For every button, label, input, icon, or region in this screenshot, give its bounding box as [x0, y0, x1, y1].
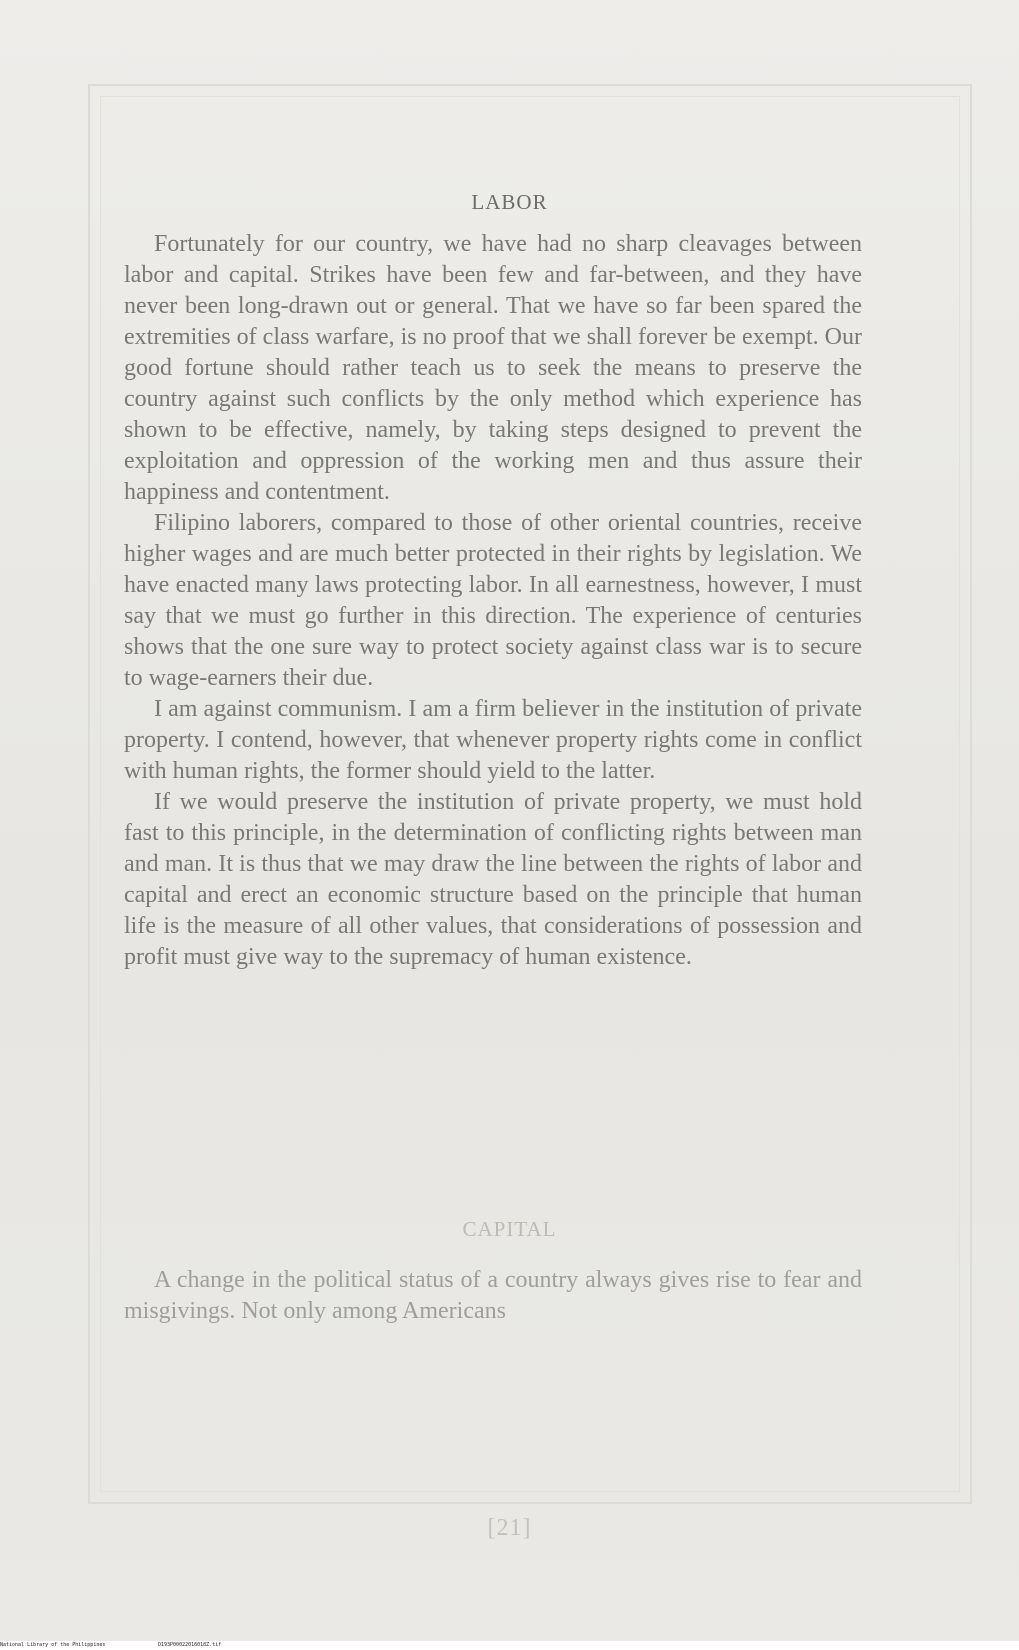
section-heading-labor: LABOR [471, 190, 548, 214]
capital-section-body [124, 1265, 862, 1327]
labor-paragraph-2: Filipino laborers, compared to those of other oriental countries, receive higher wages and are much better protected in their rights by legislation. We have enacted many laws protecting labor. In all earnestness, however, I must say that we must go further in this direction. The experience of centuries shows that the one sure way to protect society against class war is to secure to wage-earners their due. [124, 510, 862, 691]
page-number: [21] [487, 1515, 532, 1541]
capital-paragraph-1: A change in the political status of a country always gives rise to fear and misgivings. Not only among Americans [124, 1267, 862, 1324]
scan-footer-filename: D193P00022016018Z.tif [158, 1642, 222, 1648]
labor-section-body [124, 229, 862, 973]
labor-paragraph-1: Fortunately for our country, we have had no sharp cleavages between labor and capital. Strikes have been few and far-between, and they have never been long-drawn out or general. That we have so far been spared the extremities of class warfare, is no proof that we shall forever be exempt. Our good fortune should rather teach us to seek the means to preserve the country against such conflicts by the only method which experience has shown to be effective, namely, by taking steps designed to prevent the exploitation and oppression of the working men and thus assure their happiness and contentment. [124, 231, 862, 505]
labor-paragraph-3: I am against communism. I am a firm believer in the institution of private property. I contend, however, that whenever property rights come in conflict with human rights, the former should yield to the latter. [124, 696, 862, 784]
section-heading-capital: CAPITAL [462, 1217, 557, 1241]
scan-footer-strip [0, 1641, 1019, 1650]
labor-paragraph-4: If we would preserve the institution of private property, we must hold fast to this principle, in the determination of conflicting rights between man and man. It is thus that we may draw the line between the rights of labor and capital and erect an economic structure based on the principle that human life is the measure of all other values, that considerations of possession and profit must give way to the supremacy of human existence. [124, 789, 862, 970]
scan-footer-library: National Library of the Philippines [0, 1642, 106, 1648]
